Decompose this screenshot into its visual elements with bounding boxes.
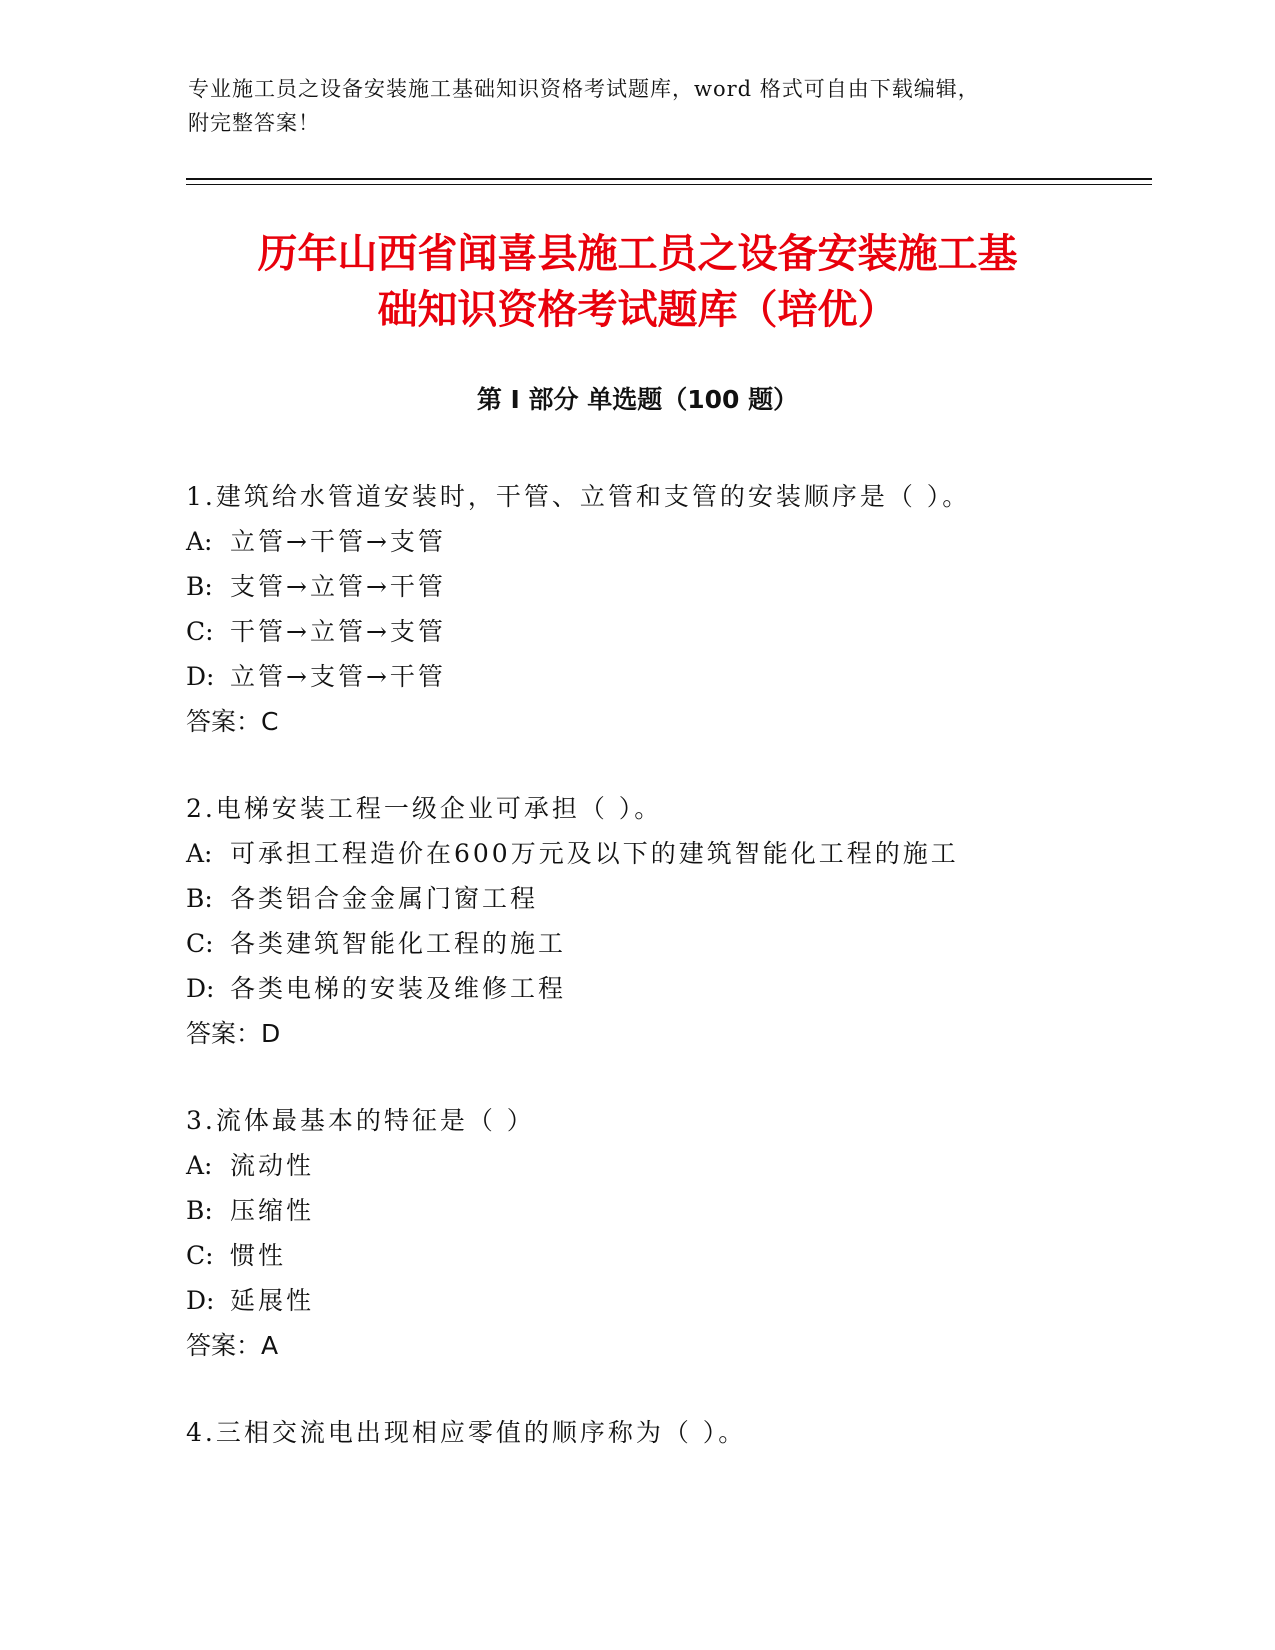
question-list: [186, 474, 1146, 1497]
option-c: [186, 1233, 1146, 1278]
option-a: [186, 519, 1146, 564]
option-text: 立管→支管→干管: [230, 662, 446, 691]
header-note-line-2: 附完整答案！: [188, 111, 320, 135]
answer-label: 答案：: [186, 1019, 262, 1048]
document-title-line-1: 历年山西省闻喜县施工员之设备安装施工基: [257, 231, 1018, 277]
question-1: [186, 474, 1146, 744]
answer-value: A: [261, 1331, 279, 1360]
option-a: [186, 831, 1146, 876]
answer-value: C: [261, 707, 279, 736]
option-c: [186, 921, 1146, 966]
option-text: 压缩性: [230, 1196, 315, 1225]
header-note: [188, 72, 1068, 140]
option-a: [186, 1143, 1146, 1188]
option-text: 支管→立管→干管: [230, 572, 446, 601]
answer-value: D: [261, 1019, 281, 1048]
option-key: A:: [186, 1151, 213, 1180]
option-d: [186, 654, 1146, 699]
option-key: D:: [186, 974, 215, 1003]
answer-line: [186, 699, 1146, 744]
option-key: D:: [186, 1286, 215, 1315]
answer-line: [186, 1323, 1146, 1368]
option-key: B:: [186, 572, 213, 601]
section-heading: 第 I 部分 单选题（100 题）: [476, 385, 799, 414]
question-stem: 3.流体最基本的特征是（ ）: [186, 1106, 535, 1135]
option-key: A:: [186, 527, 213, 556]
option-text: 延展性: [230, 1286, 315, 1315]
header-divider-thick: [186, 178, 1152, 180]
question-3: [186, 1098, 1146, 1368]
option-text: 各类建筑智能化工程的施工: [230, 929, 567, 958]
option-b: [186, 1188, 1146, 1233]
answer-label: 答案：: [186, 1331, 262, 1360]
document-title-line-2: 础知识资格考试题库（培优）: [377, 287, 898, 333]
header-divider-thin: [186, 184, 1152, 185]
document-title: [150, 226, 1125, 338]
option-d: [186, 966, 1146, 1011]
answer-label: 答案：: [186, 707, 262, 736]
option-text: 各类铝合金金属门窗工程: [230, 884, 539, 913]
answer-line: [186, 1011, 1146, 1056]
option-key: B:: [186, 1196, 213, 1225]
option-b: [186, 564, 1146, 609]
option-text: 立管→干管→支管: [230, 527, 446, 556]
option-text: 可承担工程造价在600万元及以下的建筑智能化工程的施工: [230, 839, 959, 868]
option-key: C:: [186, 1241, 214, 1270]
question-stem: 1.建筑给水管道安装时，干管、立管和支管的安装顺序是（ ）。: [186, 482, 971, 511]
question-stem: 4.三相交流电出现相应零值的顺序称为（ ）。: [186, 1418, 747, 1447]
option-c: [186, 609, 1146, 654]
option-b: [186, 876, 1146, 921]
option-d: [186, 1278, 1146, 1323]
question-2: [186, 786, 1146, 1056]
option-text: 流动性: [230, 1151, 315, 1180]
option-text: 惯性: [230, 1241, 287, 1270]
option-text: 干管→立管→支管: [230, 617, 446, 646]
question-stem: 2.电梯安装工程一级企业可承担（ ）。: [186, 794, 663, 823]
header-note-line-1: 专业施工员之设备安装施工基础知识资格考试题库，word 格式可自由下载编辑，: [188, 77, 980, 101]
option-key: A:: [186, 839, 213, 868]
option-key: C:: [186, 617, 214, 646]
option-key: B:: [186, 884, 213, 913]
option-key: C:: [186, 929, 214, 958]
option-text: 各类电梯的安装及维修工程: [230, 974, 567, 1003]
question-4: [186, 1410, 1146, 1455]
option-key: D:: [186, 662, 215, 691]
